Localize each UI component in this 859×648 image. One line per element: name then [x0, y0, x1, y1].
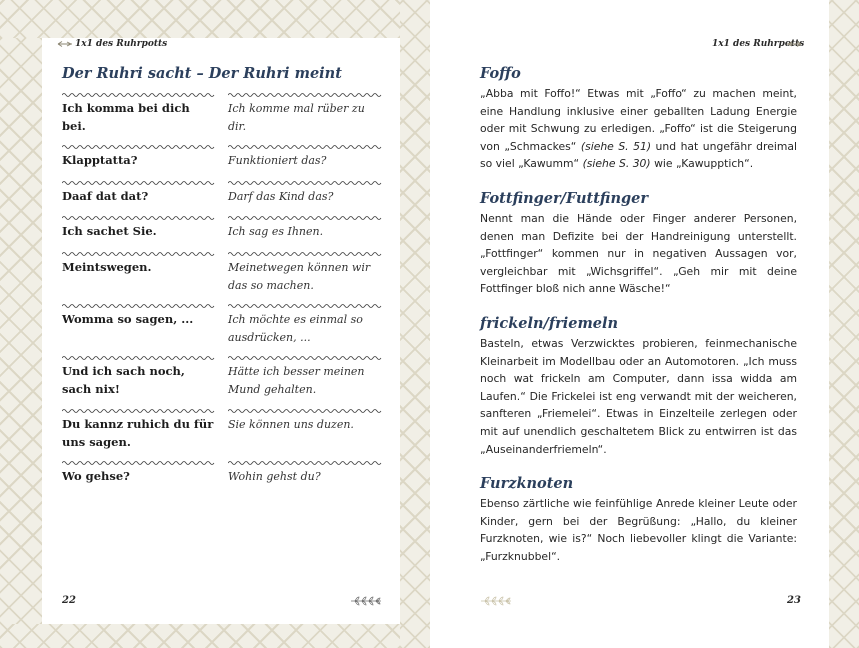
cross-reference: (siehe S. 30): [582, 157, 651, 171]
ruhri-sacht: Ich sachet Sie.: [62, 224, 157, 238]
background-pattern-top: [0, 0, 400, 38]
page-number-right: 23: [787, 595, 801, 606]
ruhri-sacht: Ich komma bei dich bei.: [62, 101, 190, 133]
wave-divider: [228, 142, 382, 152]
ruhri-meint: Wohin gehst du?: [228, 470, 321, 483]
entry-term: Foffo: [480, 65, 521, 82]
background-pattern-gutter: [400, 0, 430, 648]
sprig-ornament-icon: [350, 595, 382, 607]
background-pattern-left: [0, 0, 42, 648]
page-number-left: 22: [62, 595, 76, 606]
entry-definition: [480, 495, 797, 565]
ruhri-meint: Ich komme mal rüber zu dir.: [228, 102, 365, 133]
ruhri-meint: Ich sag es Ihnen.: [228, 225, 324, 238]
wave-divider: [62, 90, 215, 100]
ruhri-meint: Hätte ich besser meinen Mund gehalten.: [228, 365, 365, 396]
glossary-entry: [480, 314, 797, 458]
arrow-ornament-icon: [786, 40, 802, 48]
entry-term: Fottfinger/Futtfinger: [480, 189, 649, 207]
wave-divider: [228, 301, 382, 311]
ruhri-meint: Ich möchte es einmal so ausdrücken, ...: [228, 313, 363, 344]
glossary-entry: [480, 64, 797, 173]
wave-divider: [62, 353, 215, 363]
text-span: und hat ungefähr dreimal so viel „Kawumm“: [480, 139, 797, 171]
ruhri-sacht: Klapptatta?: [62, 153, 138, 167]
wave-divider: [62, 142, 215, 152]
wave-divider: [228, 249, 382, 259]
wave-divider: [62, 301, 215, 311]
entry-definition: [480, 210, 797, 298]
wave-divider: [228, 213, 382, 223]
wave-divider: [228, 90, 382, 100]
ruhri-sacht: Wo gehse?: [62, 469, 130, 483]
text-span: Basteln, etwas Verzwicktes probieren, feinmechanische Kleinarbeit im Modellbau oder an Automotoren. „Ich muss noch wat frickeln am Computer, dann issa widda am Laufen.“ Die Frickelei ist eng verwandt mit der weicheren, sanfteren „Friemelei“. Etwas in Einzelteile zerlegen oder mit auf unendlich geschaltetem Blick zu entwirren ist das „Auseinanderfriemeln“.: [480, 336, 797, 456]
glossary-entries: [480, 64, 797, 581]
text-span: wie „Kawupptich“.: [650, 157, 754, 171]
wave-divider: [62, 458, 215, 468]
glossary-entry: [480, 474, 797, 565]
wave-divider: [62, 406, 215, 416]
ruhri-sacht: Daaf dat dat?: [62, 189, 149, 203]
glossary-entry: [480, 189, 797, 298]
background-pattern-right: [829, 0, 859, 648]
sprig-ornament-icon: [480, 595, 512, 607]
text-span: Ebenso zärtliche wie feinfühlige Anrede kleiner Leute oder Kinder, gern bei der Begrüßung: „Hallo, du kleiner Furzknoten, wie is?“ Noch liebevoller klingt die Variante: „Furzknubbel“.: [480, 497, 797, 563]
ruhri-meint: Meinetwegen können wir das so machen.: [228, 261, 371, 292]
wave-divider: [228, 178, 382, 188]
table-title: Der Ruhri sacht – Der Ruhri meint: [62, 65, 342, 82]
text-span: Nennt man die Hände oder Finger anderer Personen, denen man Defizite bei der Handreinigung unterstellt. „Fottfinger“ kommen nur in negativen Aussagen vor, vergleichbar mit „Wichsgriffel“. „Geh mir mit deine Fottfinger bloß nich anne Wäsche!“: [480, 211, 797, 296]
wave-divider: [62, 213, 215, 223]
ruhri-meint: Darf das Kind das?: [228, 190, 334, 203]
ruhri-sacht: Meintswegen.: [62, 260, 152, 274]
wave-divider: [62, 249, 215, 259]
running-head-right: 1x1 des Ruhrpotts: [712, 39, 805, 49]
arrow-ornament-icon: [57, 40, 73, 48]
ruhri-sacht: Du kannz ruhich du für uns sagen.: [62, 417, 214, 449]
entry-definition: [480, 85, 797, 173]
entry-definition: [480, 335, 797, 458]
text-span: „Abba mit Foffo!“ Etwas mit „Foffo“ zu machen meint, eine Handlung inklusive einer geballten Ladung Energie oder mit Schwung zu erledigen. „Foffo“ ist die Steigerung von „Schmackes“: [480, 87, 797, 153]
background-pattern-bottom: [0, 624, 400, 648]
ruhri-meint: Sie können uns duzen.: [228, 418, 354, 431]
entry-term: Furzknoten: [480, 475, 574, 493]
entry-term: frickeln/friemeln: [480, 314, 619, 332]
ruhri-sacht: Womma so sagen, ...: [62, 312, 194, 326]
wave-divider: [228, 353, 382, 363]
wave-divider: [228, 406, 382, 416]
ruhri-meint: Funktioniert das?: [228, 154, 327, 167]
wave-divider: [62, 178, 215, 188]
running-head-left: 1x1 des Ruhrpotts: [75, 39, 168, 49]
wave-divider: [228, 458, 382, 468]
cross-reference: (siehe S. 51): [580, 139, 652, 153]
ruhri-sacht: Und ich sach noch, sach nix!: [62, 364, 185, 396]
